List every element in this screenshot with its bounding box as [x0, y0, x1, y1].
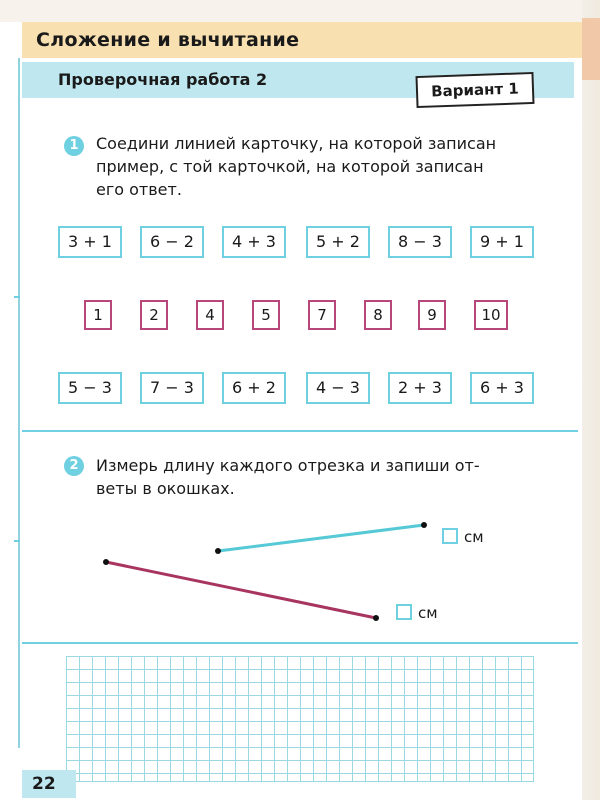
answer-number-card[interactable]: 4: [196, 300, 224, 330]
answer-box-red[interactable]: [396, 604, 412, 620]
task-2-bullet: 2: [64, 456, 84, 476]
answer-number-card[interactable]: 7: [308, 300, 336, 330]
task-1-line: пример, с той карточкой, на которой записан: [96, 157, 484, 176]
expression-card[interactable]: 4 − 3: [306, 372, 370, 404]
task-2-line: веты в окошках.: [96, 479, 235, 498]
expression-card[interactable]: 8 − 3: [388, 226, 452, 258]
variant-label: Вариант 1: [415, 72, 534, 108]
expression-card[interactable]: 7 − 3: [140, 372, 204, 404]
expression-card[interactable]: 6 − 2: [140, 226, 204, 258]
margin-tick: [14, 540, 20, 542]
segment-endpoint: [373, 615, 379, 621]
expression-card[interactable]: 6 + 3: [470, 372, 534, 404]
expression-card[interactable]: 5 + 2: [306, 226, 370, 258]
answer-number-card[interactable]: 5: [252, 300, 280, 330]
unit-label: см: [464, 528, 484, 546]
section-divider: [22, 642, 578, 644]
expression-card[interactable]: 2 + 3: [388, 372, 452, 404]
margin-tick: [14, 296, 20, 298]
expression-card[interactable]: 9 + 1: [470, 226, 534, 258]
expression-card[interactable]: 3 + 1: [58, 226, 122, 258]
section-title: Сложение и вычитание: [22, 22, 582, 58]
task-1-line: его ответ.: [96, 180, 182, 199]
red-segment: [106, 562, 376, 618]
expression-card[interactable]: 6 + 2: [222, 372, 286, 404]
task-2-line: Измерь длину каждого отрезка и запиши от-: [96, 456, 480, 475]
segment-endpoint: [215, 548, 221, 554]
expression-card[interactable]: 5 − 3: [58, 372, 122, 404]
answer-number-card[interactable]: 10: [474, 300, 508, 330]
answer-number-card[interactable]: 9: [418, 300, 446, 330]
page-number: 22: [22, 770, 76, 798]
unit-label: см: [418, 604, 438, 622]
segment-endpoint: [103, 559, 109, 565]
squared-answer-grid[interactable]: [66, 656, 534, 782]
segment-endpoint: [421, 522, 427, 528]
task-1-line: Соедини линией карточку, на которой записан: [96, 134, 497, 153]
answer-box-blue[interactable]: [442, 528, 458, 544]
work-title: Проверочная работа 2: [22, 62, 574, 98]
task-1-bullet: 1: [64, 136, 84, 156]
answer-number-card[interactable]: 1: [84, 300, 112, 330]
answer-number-card[interactable]: 2: [140, 300, 168, 330]
expression-card[interactable]: 4 + 3: [222, 226, 286, 258]
blue-segment: [218, 525, 424, 551]
answer-number-card[interactable]: 8: [364, 300, 392, 330]
